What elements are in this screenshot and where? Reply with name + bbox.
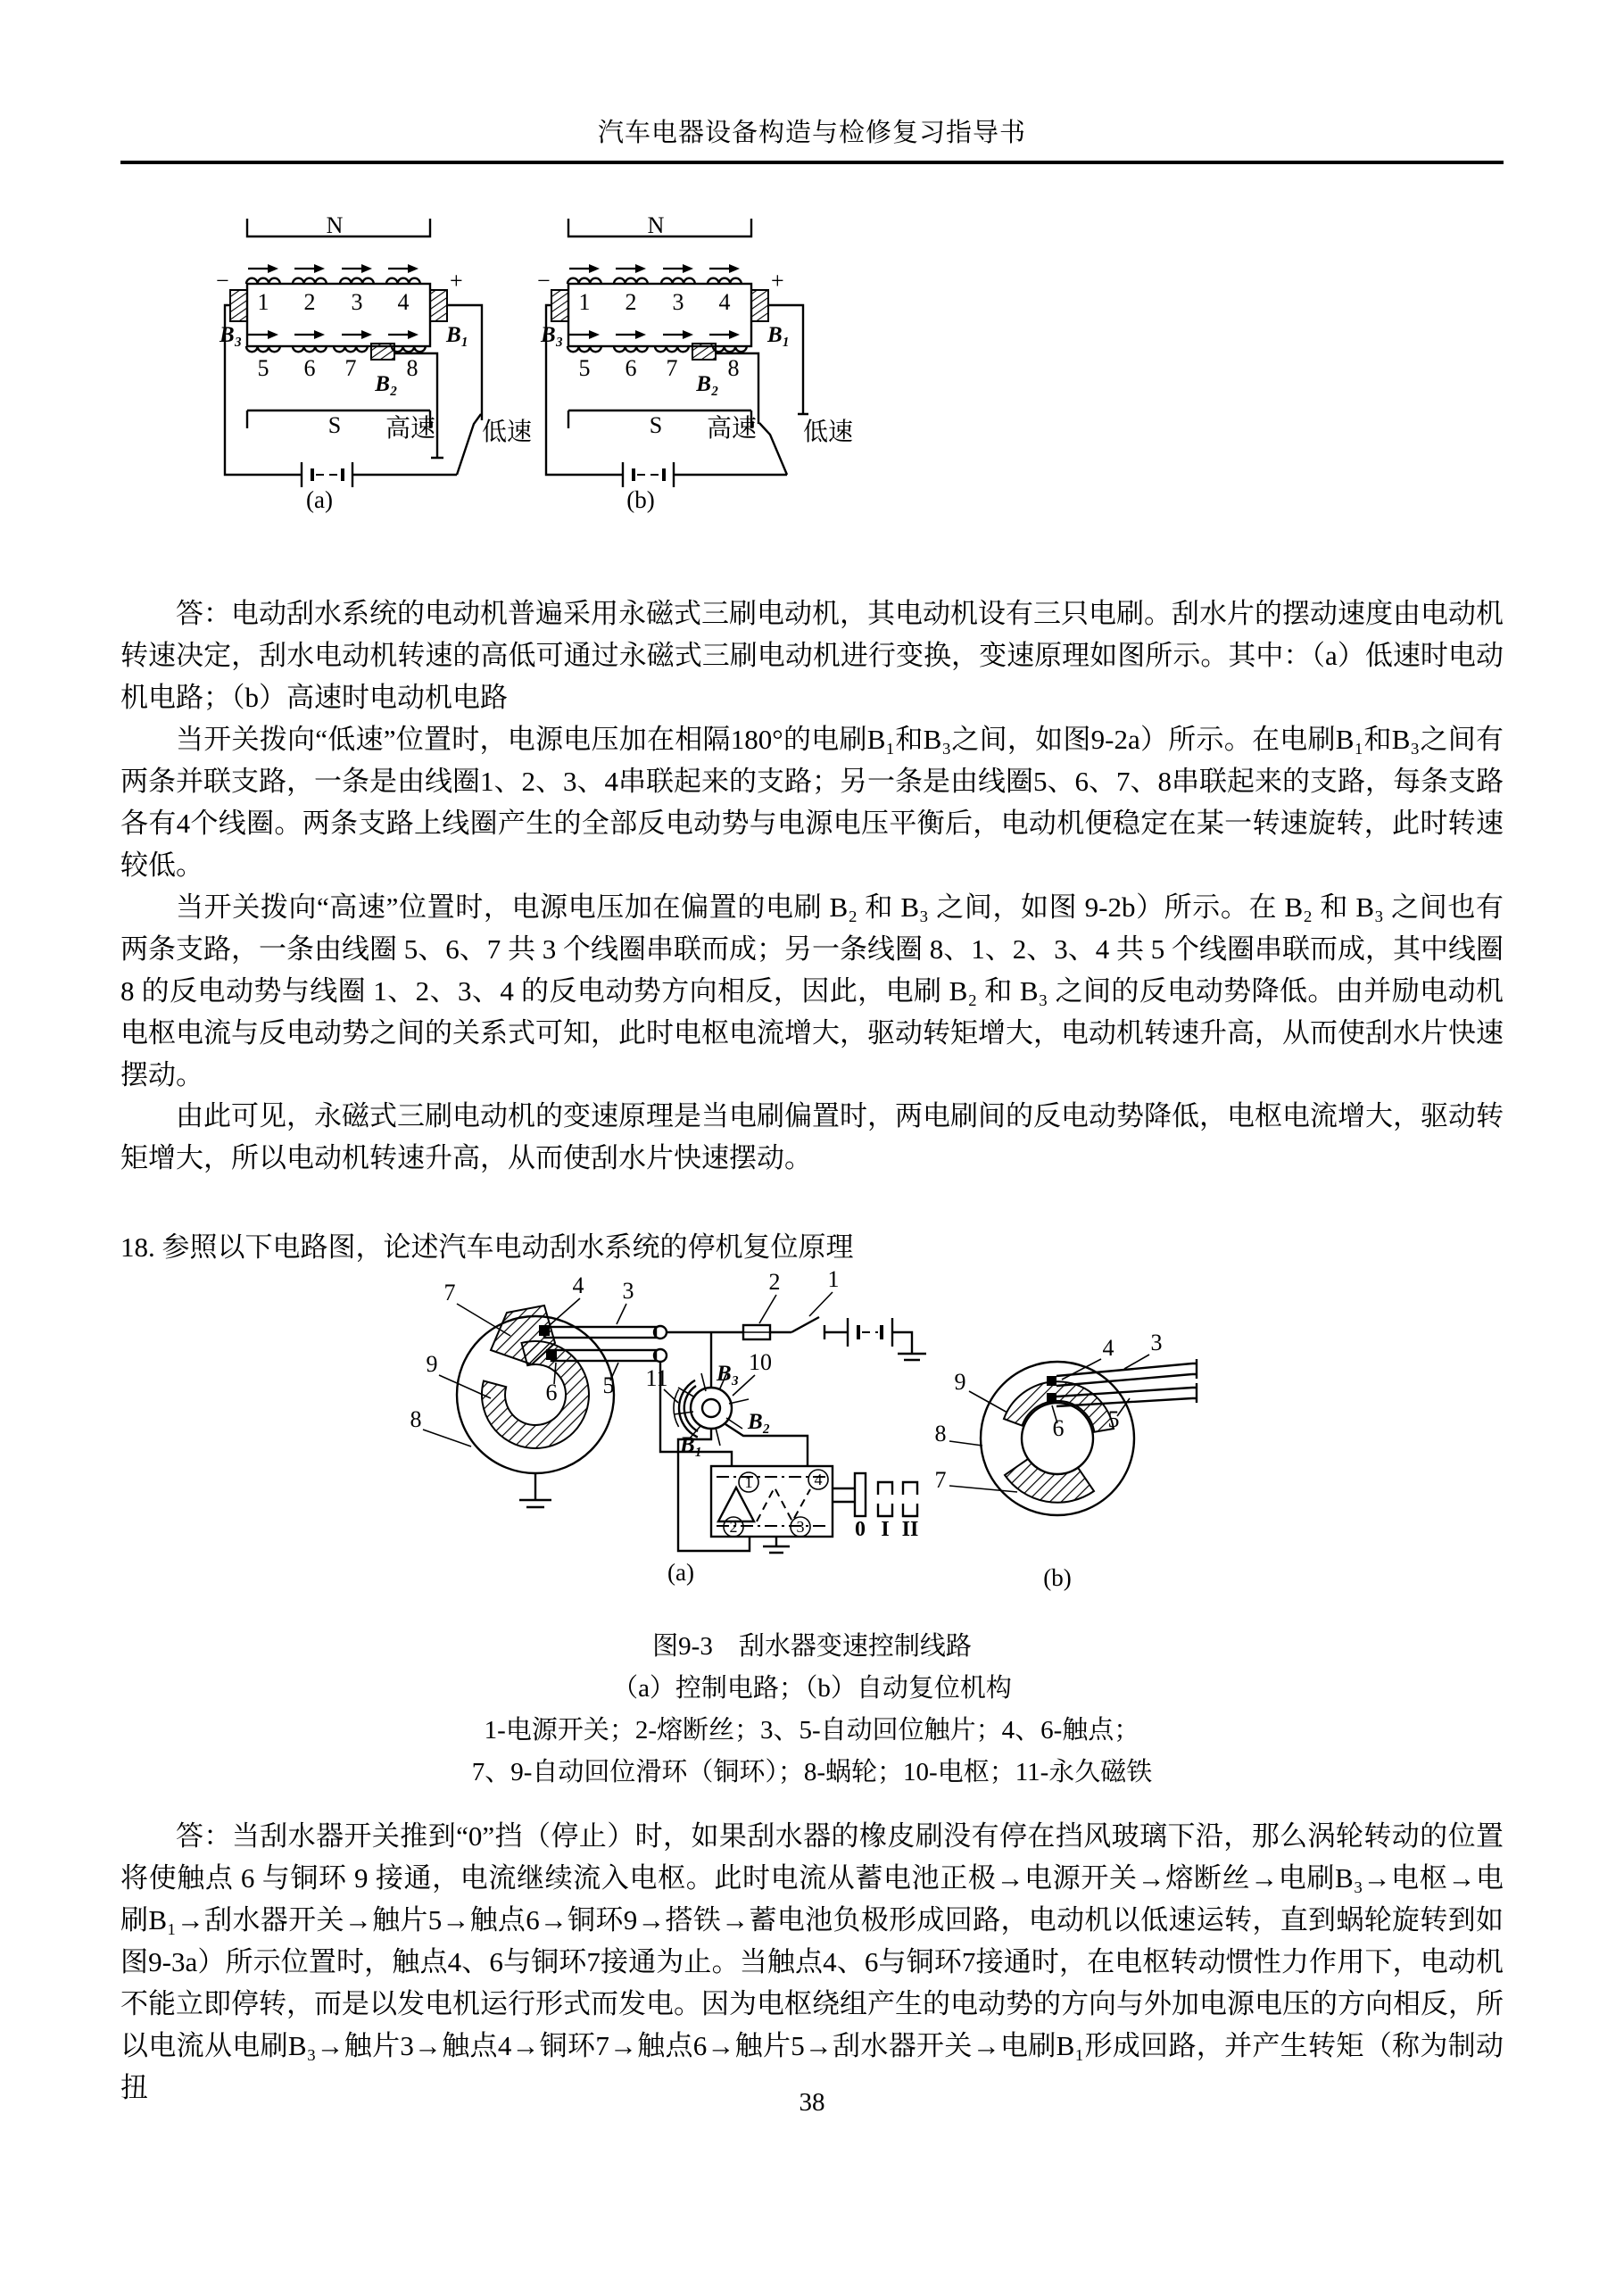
brush-b1	[751, 290, 768, 321]
battery-long-plates	[302, 462, 352, 487]
minus-sign: −	[216, 268, 229, 294]
leader-7	[457, 1304, 510, 1336]
callout-3: 3	[1150, 1330, 1163, 1355]
magnet-arc-3	[674, 1389, 679, 1427]
label-b1: B₁	[767, 323, 791, 347]
label-b2: B₂	[375, 372, 398, 396]
coil-number-3: 3	[672, 289, 684, 315]
coil-number-2: 2	[303, 289, 316, 315]
minus-sign: −	[537, 268, 551, 294]
position-I: I	[881, 1518, 890, 1541]
n-pole-label: N	[326, 212, 344, 238]
callout-8: 8	[410, 1406, 422, 1432]
coil-number-6: 6	[303, 355, 316, 381]
callout-11-magnet: 11	[645, 1365, 668, 1391]
leader-3	[617, 1304, 626, 1324]
coil-number-7: 7	[344, 355, 357, 381]
contact-strip-3	[544, 1327, 656, 1338]
n-pole-label: N	[647, 212, 665, 238]
callout-7: 7	[443, 1280, 456, 1305]
figure-9-2-motor-diagrams	[203, 201, 882, 538]
paragraph-answer-18: 答：当刮水器开关推到“0”挡（停止）时，如果刮水器的橡皮刷没有停在挡风玻璃下沿，那么涡轮转动的位置将使触点 6 与铜环 9 接通，电流继续流入电枢。此时电流从蓄电池正极→电源开关→熔断丝→电刷B₃→电枢→电刷B₁→刮水器开关→触片5→触点6→铜环9→搭铁→蓄电池负极形成回路，电动机以低速运转，直到蜗轮旋转到如图9-3a）所示位置时，触点4、6与铜环7接通为止。当触点4、6与铜环7接通时，在电枢转动惯性力作用下，电动机不能立即停转，而是以发电机运行形式而发电。因为电枢绕组产生的电动势的方向与外加电源电压的方向相反，所以电流从电刷B₃→触片3→触点4→铜环7→触点6→触片5→刮水器开关→电刷B₁形成回路，并产生转矩（称为制动扭	[120, 1820, 1504, 2103]
callout-4: 4	[1102, 1335, 1114, 1361]
battery-ground	[892, 1332, 926, 1360]
ground-wheel	[519, 1473, 551, 1507]
brush-b3	[551, 290, 568, 321]
leader-2	[759, 1295, 776, 1323]
callout-5: 5	[1107, 1406, 1120, 1432]
callout-6: 6	[545, 1380, 558, 1405]
callout-4: 4	[572, 1272, 584, 1298]
figure-9-3-wiper-control-circuit	[357, 1263, 1392, 1620]
leader-5	[610, 1363, 618, 1380]
connector-leads	[833, 1488, 855, 1502]
sublabel-b: (b)	[1043, 1564, 1072, 1591]
coil-number-5: 5	[578, 355, 591, 381]
connector-plug	[855, 1473, 866, 1516]
coil-number-7: 7	[666, 355, 678, 381]
sublabel-b: (b)	[626, 486, 655, 513]
coil-number-2: 2	[625, 289, 637, 315]
fig93-control-circuit	[410, 1266, 927, 1586]
circled-4-digit: 4	[814, 1471, 823, 1488]
label-b1: B₁	[446, 323, 469, 347]
leader-7	[949, 1486, 1017, 1492]
contact-strip-3	[1056, 1359, 1197, 1386]
callout-3: 3	[622, 1278, 634, 1304]
paragraph-low-speed: 当开关拨向“低速”位置时，电源电压加在相隔180°的电刷B₁和B₃之间，如图9-2a）所示。在电刷B₁和B₃之间有两条并联支路，一条是由线圈1、2、3、4串联起来的支路；另一条是由线圈5、6、7、8串联起来的支路，每条支路各有4个线圈。两条支路上线圈产生的全部反电动势与电源电压平衡后，电动机便稳定在某一转速旋转，此时转速较低。	[120, 724, 1504, 881]
callout-8: 8	[934, 1421, 947, 1446]
contact-4	[1047, 1376, 1056, 1386]
label-b2: B₂	[748, 1410, 771, 1434]
s-pole-label: S	[649, 412, 663, 438]
figure-legend-line-1: 1-电源开关；2-熔断丝；3、5-自动回位触片；4、6-触点；	[484, 1716, 1140, 1745]
connector-socket-1	[878, 1482, 892, 1516]
coil-number-3: 3	[351, 289, 363, 315]
paragraph-high-speed: 当开关拨向“高速”位置时，电源电压加在偏置的电刷 B₂ 和 B₃ 之间，如图 9-2b）所示。在 B₂ 和 B₃ 之间也有两条支路，一条由线圈 5、6、7 共 3 个线圈串联而成；另一条线圈 8、1、2、3、4 共 5 个线圈串联而成，其中线圈 8 的反电动势与线圈 1、2、3、4 的反电动势方向相反，因此，电刷 B₂ 和 B₃ 之间的反电动势降低。由并励电动机电枢电流与反电动势之间的关系式可知，此时电枢电流增大，驱动转矩增大，电动机转速升高，从而使刮水片快速摆动。	[120, 891, 1504, 1090]
figure-legend-line-2: 7、9-自动回位滑环（铜环）；8-蜗轮；10-电枢；11-永久磁铁	[471, 1758, 1153, 1786]
callout-1-switch: 1	[827, 1266, 840, 1292]
circled-3-digit: 3	[796, 1518, 805, 1536]
brush-b2	[692, 344, 716, 360]
contact-6	[546, 1349, 557, 1360]
switch-contact-dashed	[757, 1488, 810, 1521]
motor-diagram-b	[537, 212, 853, 513]
high-speed-label: 高速	[385, 415, 436, 443]
coil-number-1: 1	[578, 289, 591, 315]
s-pole-label: S	[327, 412, 342, 438]
label-b3: B₃	[220, 323, 243, 347]
coil-number-8: 8	[727, 355, 740, 381]
power-switch	[770, 1317, 848, 1339]
leader-3	[1124, 1355, 1149, 1369]
coil-number-5: 5	[257, 355, 269, 381]
callout-2-fuse: 2	[768, 1269, 781, 1295]
sublabel-a: (a)	[306, 486, 333, 513]
question-18: 18. 参照以下电路图，论述汽车电动刮水系统的停机复位原理	[120, 1231, 854, 1263]
motor-diagram-a	[216, 212, 532, 513]
position-II: II	[901, 1518, 919, 1541]
low-speed-label: 低速	[802, 419, 854, 446]
sublabel-a: (a)	[667, 1559, 694, 1586]
callout-10-armature: 10	[749, 1349, 772, 1375]
leader-9	[969, 1391, 1007, 1413]
leader-8	[423, 1430, 471, 1446]
figure-caption-subtitle: （a）控制电路；（b）自动复位机构	[612, 1674, 1012, 1703]
plus-sign: +	[450, 268, 463, 294]
switch-lever-low	[457, 414, 481, 475]
plus-sign: +	[771, 268, 784, 294]
battery-long-plates	[623, 462, 674, 487]
armature-hub	[702, 1399, 720, 1417]
low-speed-label: 低速	[481, 419, 533, 446]
label-b1: B₁	[680, 1433, 703, 1457]
coil-number-4: 4	[397, 289, 410, 315]
callout-9: 9	[426, 1351, 438, 1377]
callout-9: 9	[954, 1369, 966, 1395]
brush-b1	[430, 290, 447, 321]
coil-number-6: 6	[625, 355, 637, 381]
circled-1-digit: 1	[744, 1473, 753, 1491]
wire-low-speed-open	[768, 305, 808, 414]
switch-lever-high	[759, 423, 787, 475]
paragraph-conclusion: 由此可见，永磁式三刷电动机的变速原理是当电刷偏置时，两电刷间的反电动势降低，电枢电流增大，驱动转矩增大，所以电动机转速升高，从而使刮水片快速摆动。	[120, 1100, 1504, 1173]
callout-6: 6	[1052, 1415, 1065, 1441]
armature	[691, 1388, 732, 1429]
connector-socket-2	[903, 1482, 917, 1516]
ground-switchbox	[763, 1537, 790, 1553]
label-b3: B₃	[541, 323, 564, 347]
brush-b2	[371, 344, 394, 360]
leader-1	[809, 1292, 833, 1316]
callout-7: 7	[934, 1467, 947, 1493]
header-rule	[120, 161, 1504, 164]
label-b2: B₂	[696, 372, 719, 396]
figure-caption-title: 图9-3 刮水器变速控制线路	[652, 1632, 972, 1661]
page-header-title: 汽车电器设备构造与检修复习指导书	[597, 119, 1026, 147]
callout-5: 5	[602, 1372, 615, 1398]
circled-2-digit: 2	[729, 1518, 738, 1536]
coil-number-1: 1	[257, 289, 269, 315]
label-b3: B₃	[717, 1362, 740, 1386]
contact-6	[1047, 1393, 1056, 1403]
position-0: 0	[855, 1518, 866, 1541]
page-number: 38	[799, 2088, 825, 2117]
coil-number-8: 8	[406, 355, 418, 381]
brush-b3	[230, 290, 247, 321]
fig93-auto-reset-mechanism	[935, 1330, 1197, 1591]
contact-4	[539, 1325, 550, 1336]
high-speed-label: 高速	[706, 415, 758, 443]
leader-8	[949, 1441, 982, 1446]
coil-number-4: 4	[718, 289, 731, 315]
paragraph-answer-1: 答：电动刮水系统的电动机普遍采用永磁式三刷电动机，其电动机设有三只电刷。刮水片的摆动速度由电动机转速决定，刮水电动机转速的高低可通过永磁式三刷电动机进行变换，变速原理如图所示。其中：（a）低速时电动机电路；（b）高速时电动机电路	[120, 598, 1504, 713]
